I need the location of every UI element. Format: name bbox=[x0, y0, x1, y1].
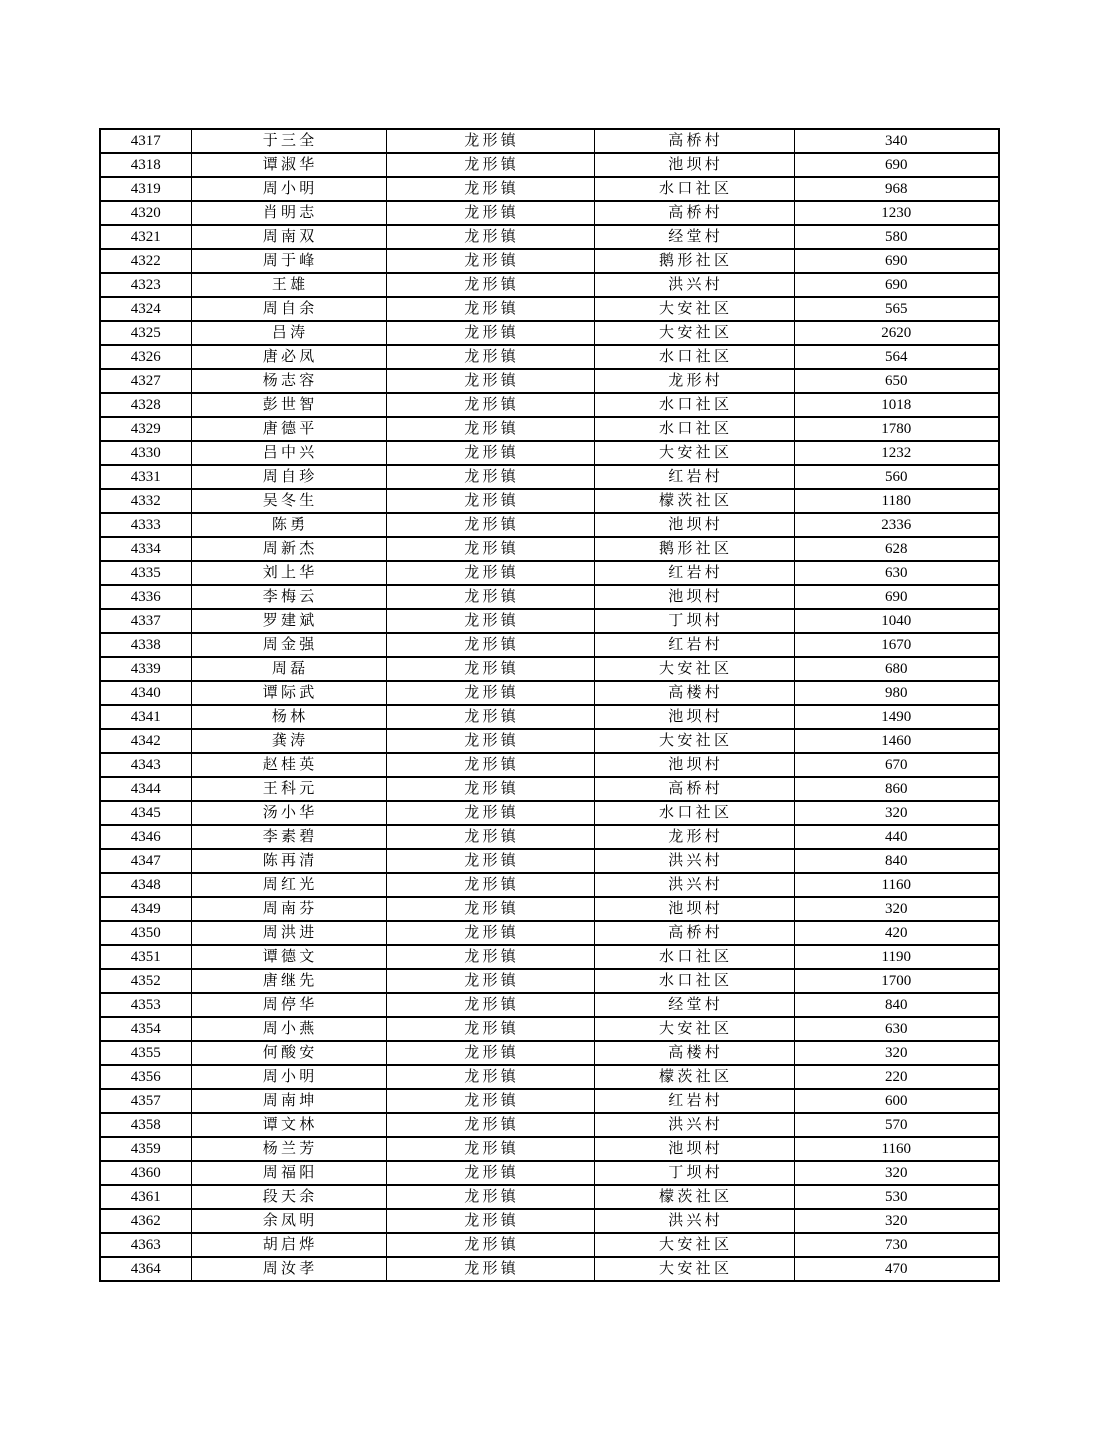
cell-village: 大安社区 bbox=[594, 657, 794, 681]
table-row bbox=[100, 417, 999, 441]
cell-amount: 600 bbox=[794, 1089, 999, 1113]
cell-id: 4320 bbox=[100, 201, 191, 225]
cell-town: 龙形镇 bbox=[386, 1161, 594, 1185]
cell-town: 龙形镇 bbox=[386, 873, 594, 897]
cell-town: 龙形镇 bbox=[386, 849, 594, 873]
table-row bbox=[100, 489, 999, 513]
cell-town: 龙形镇 bbox=[386, 417, 594, 441]
cell-amount: 628 bbox=[794, 537, 999, 561]
cell-amount: 840 bbox=[794, 849, 999, 873]
cell-id: 4345 bbox=[100, 801, 191, 825]
cell-town: 龙形镇 bbox=[386, 609, 594, 633]
table-row bbox=[100, 705, 999, 729]
cell-amount: 1160 bbox=[794, 1137, 999, 1161]
cell-amount: 320 bbox=[794, 1209, 999, 1233]
cell-name: 陈再清 bbox=[191, 849, 386, 873]
cell-id: 4324 bbox=[100, 297, 191, 321]
cell-village: 高桥村 bbox=[594, 777, 794, 801]
cell-id: 4349 bbox=[100, 897, 191, 921]
table-row bbox=[100, 465, 999, 489]
cell-town: 龙形镇 bbox=[386, 1113, 594, 1137]
cell-town: 龙形镇 bbox=[386, 393, 594, 417]
cell-name: 彭世智 bbox=[191, 393, 386, 417]
cell-id: 4327 bbox=[100, 369, 191, 393]
cell-id: 4344 bbox=[100, 777, 191, 801]
cell-town: 龙形镇 bbox=[386, 513, 594, 537]
cell-amount: 1018 bbox=[794, 393, 999, 417]
cell-town: 龙形镇 bbox=[386, 1137, 594, 1161]
cell-amount: 565 bbox=[794, 297, 999, 321]
cell-village: 水口社区 bbox=[594, 177, 794, 201]
table-row bbox=[100, 729, 999, 753]
cell-town: 龙形镇 bbox=[386, 321, 594, 345]
cell-town: 龙形镇 bbox=[386, 561, 594, 585]
cell-id: 4332 bbox=[100, 489, 191, 513]
cell-name: 周于峰 bbox=[191, 249, 386, 273]
cell-village: 红岩村 bbox=[594, 465, 794, 489]
cell-amount: 440 bbox=[794, 825, 999, 849]
cell-name: 吕涛 bbox=[191, 321, 386, 345]
cell-town: 龙形镇 bbox=[386, 921, 594, 945]
cell-name: 周小燕 bbox=[191, 1017, 386, 1041]
cell-town: 龙形镇 bbox=[386, 1257, 594, 1281]
cell-name: 吴冬生 bbox=[191, 489, 386, 513]
cell-town: 龙形镇 bbox=[386, 585, 594, 609]
cell-id: 4317 bbox=[100, 129, 191, 153]
cell-amount: 1180 bbox=[794, 489, 999, 513]
cell-name: 周小明 bbox=[191, 1065, 386, 1089]
cell-amount: 564 bbox=[794, 345, 999, 369]
cell-town: 龙形镇 bbox=[386, 1041, 594, 1065]
cell-amount: 968 bbox=[794, 177, 999, 201]
cell-amount: 860 bbox=[794, 777, 999, 801]
cell-village: 经堂村 bbox=[594, 225, 794, 249]
cell-id: 4330 bbox=[100, 441, 191, 465]
cell-name: 唐德平 bbox=[191, 417, 386, 441]
cell-id: 4326 bbox=[100, 345, 191, 369]
cell-town: 龙形镇 bbox=[386, 201, 594, 225]
table-row bbox=[100, 1209, 999, 1233]
cell-name: 杨志容 bbox=[191, 369, 386, 393]
cell-name: 周南双 bbox=[191, 225, 386, 249]
cell-amount: 530 bbox=[794, 1185, 999, 1209]
cell-id: 4322 bbox=[100, 249, 191, 273]
cell-town: 龙形镇 bbox=[386, 129, 594, 153]
cell-town: 龙形镇 bbox=[386, 273, 594, 297]
table-row bbox=[100, 585, 999, 609]
cell-name: 杨兰芳 bbox=[191, 1137, 386, 1161]
cell-id: 4321 bbox=[100, 225, 191, 249]
cell-id: 4335 bbox=[100, 561, 191, 585]
cell-village: 池坝村 bbox=[594, 753, 794, 777]
cell-name: 李素碧 bbox=[191, 825, 386, 849]
table-row bbox=[100, 249, 999, 273]
table-row bbox=[100, 441, 999, 465]
cell-id: 4361 bbox=[100, 1185, 191, 1209]
cell-village: 洪兴村 bbox=[594, 1113, 794, 1137]
cell-id: 4323 bbox=[100, 273, 191, 297]
cell-town: 龙形镇 bbox=[386, 969, 594, 993]
cell-id: 4343 bbox=[100, 753, 191, 777]
table-row bbox=[100, 753, 999, 777]
cell-village: 高桥村 bbox=[594, 921, 794, 945]
records-table bbox=[99, 128, 1000, 1282]
cell-town: 龙形镇 bbox=[386, 1209, 594, 1233]
cell-name: 胡启烨 bbox=[191, 1233, 386, 1257]
records-table-body bbox=[100, 129, 999, 1281]
cell-amount: 1190 bbox=[794, 945, 999, 969]
cell-village: 高桥村 bbox=[594, 129, 794, 153]
cell-amount: 1230 bbox=[794, 201, 999, 225]
cell-town: 龙形镇 bbox=[386, 993, 594, 1017]
cell-id: 4346 bbox=[100, 825, 191, 849]
table-row bbox=[100, 873, 999, 897]
cell-name: 周金强 bbox=[191, 633, 386, 657]
cell-name: 周小明 bbox=[191, 177, 386, 201]
cell-village: 洪兴村 bbox=[594, 873, 794, 897]
cell-town: 龙形镇 bbox=[386, 345, 594, 369]
cell-amount: 730 bbox=[794, 1233, 999, 1257]
cell-town: 龙形镇 bbox=[386, 1233, 594, 1257]
cell-village: 红岩村 bbox=[594, 1089, 794, 1113]
cell-amount: 320 bbox=[794, 1161, 999, 1185]
table-row bbox=[100, 657, 999, 681]
cell-name: 谭德文 bbox=[191, 945, 386, 969]
cell-id: 4338 bbox=[100, 633, 191, 657]
cell-name: 谭际武 bbox=[191, 681, 386, 705]
cell-village: 檬茨社区 bbox=[594, 1065, 794, 1089]
cell-id: 4359 bbox=[100, 1137, 191, 1161]
cell-village: 红岩村 bbox=[594, 561, 794, 585]
cell-town: 龙形镇 bbox=[386, 657, 594, 681]
cell-name: 段天余 bbox=[191, 1185, 386, 1209]
table-row bbox=[100, 1233, 999, 1257]
cell-village: 鹅形社区 bbox=[594, 249, 794, 273]
cell-amount: 2336 bbox=[794, 513, 999, 537]
cell-village: 水口社区 bbox=[594, 945, 794, 969]
cell-amount: 560 bbox=[794, 465, 999, 489]
cell-id: 4325 bbox=[100, 321, 191, 345]
cell-id: 4333 bbox=[100, 513, 191, 537]
cell-name: 肖明志 bbox=[191, 201, 386, 225]
cell-id: 4358 bbox=[100, 1113, 191, 1137]
cell-id: 4353 bbox=[100, 993, 191, 1017]
cell-name: 周洪进 bbox=[191, 921, 386, 945]
table-row bbox=[100, 801, 999, 825]
cell-amount: 1780 bbox=[794, 417, 999, 441]
cell-name: 周磊 bbox=[191, 657, 386, 681]
table-row bbox=[100, 297, 999, 321]
cell-village: 水口社区 bbox=[594, 801, 794, 825]
cell-town: 龙形镇 bbox=[386, 297, 594, 321]
cell-town: 龙形镇 bbox=[386, 465, 594, 489]
cell-amount: 580 bbox=[794, 225, 999, 249]
cell-town: 龙形镇 bbox=[386, 753, 594, 777]
cell-id: 4350 bbox=[100, 921, 191, 945]
cell-town: 龙形镇 bbox=[386, 225, 594, 249]
cell-id: 4340 bbox=[100, 681, 191, 705]
cell-amount: 630 bbox=[794, 1017, 999, 1041]
cell-name: 王雄 bbox=[191, 273, 386, 297]
table-row bbox=[100, 513, 999, 537]
cell-town: 龙形镇 bbox=[386, 897, 594, 921]
cell-amount: 690 bbox=[794, 153, 999, 177]
cell-name: 陈勇 bbox=[191, 513, 386, 537]
cell-town: 龙形镇 bbox=[386, 1185, 594, 1209]
cell-town: 龙形镇 bbox=[386, 633, 594, 657]
cell-name: 吕中兴 bbox=[191, 441, 386, 465]
cell-name: 周停华 bbox=[191, 993, 386, 1017]
table-row bbox=[100, 897, 999, 921]
table-row bbox=[100, 1137, 999, 1161]
cell-name: 周自珍 bbox=[191, 465, 386, 489]
cell-town: 龙形镇 bbox=[386, 369, 594, 393]
cell-amount: 220 bbox=[794, 1065, 999, 1089]
cell-id: 4336 bbox=[100, 585, 191, 609]
table-row bbox=[100, 1161, 999, 1185]
cell-town: 龙形镇 bbox=[386, 177, 594, 201]
cell-amount: 1232 bbox=[794, 441, 999, 465]
cell-town: 龙形镇 bbox=[386, 153, 594, 177]
table-row bbox=[100, 609, 999, 633]
table-row bbox=[100, 993, 999, 1017]
table-row bbox=[100, 969, 999, 993]
cell-id: 4318 bbox=[100, 153, 191, 177]
table-row bbox=[100, 681, 999, 705]
table-row bbox=[100, 825, 999, 849]
cell-village: 高桥村 bbox=[594, 201, 794, 225]
cell-village: 大安社区 bbox=[594, 729, 794, 753]
cell-town: 龙形镇 bbox=[386, 825, 594, 849]
cell-village: 大安社区 bbox=[594, 1233, 794, 1257]
table-row bbox=[100, 345, 999, 369]
cell-amount: 2620 bbox=[794, 321, 999, 345]
table-row bbox=[100, 633, 999, 657]
cell-village: 经堂村 bbox=[594, 993, 794, 1017]
cell-village: 红岩村 bbox=[594, 633, 794, 657]
cell-amount: 320 bbox=[794, 1041, 999, 1065]
table-row bbox=[100, 1041, 999, 1065]
cell-village: 池坝村 bbox=[594, 897, 794, 921]
cell-amount: 570 bbox=[794, 1113, 999, 1137]
cell-village: 大安社区 bbox=[594, 441, 794, 465]
cell-name: 于三全 bbox=[191, 129, 386, 153]
table-row bbox=[100, 1185, 999, 1209]
cell-id: 4357 bbox=[100, 1089, 191, 1113]
cell-name: 周福阳 bbox=[191, 1161, 386, 1185]
cell-amount: 690 bbox=[794, 585, 999, 609]
cell-name: 谭淑华 bbox=[191, 153, 386, 177]
cell-id: 4334 bbox=[100, 537, 191, 561]
table-row bbox=[100, 1089, 999, 1113]
table-row bbox=[100, 921, 999, 945]
cell-village: 丁坝村 bbox=[594, 1161, 794, 1185]
cell-town: 龙形镇 bbox=[386, 1089, 594, 1113]
cell-id: 4362 bbox=[100, 1209, 191, 1233]
cell-name: 谭文林 bbox=[191, 1113, 386, 1137]
cell-amount: 1700 bbox=[794, 969, 999, 993]
cell-name: 余凤明 bbox=[191, 1209, 386, 1233]
cell-village: 池坝村 bbox=[594, 513, 794, 537]
cell-id: 4331 bbox=[100, 465, 191, 489]
table-row bbox=[100, 153, 999, 177]
cell-id: 4329 bbox=[100, 417, 191, 441]
cell-id: 4348 bbox=[100, 873, 191, 897]
cell-town: 龙形镇 bbox=[386, 681, 594, 705]
cell-name: 周红光 bbox=[191, 873, 386, 897]
cell-name: 周南芬 bbox=[191, 897, 386, 921]
cell-amount: 650 bbox=[794, 369, 999, 393]
cell-name: 罗建斌 bbox=[191, 609, 386, 633]
cell-name: 唐必凤 bbox=[191, 345, 386, 369]
cell-village: 水口社区 bbox=[594, 417, 794, 441]
cell-name: 杨林 bbox=[191, 705, 386, 729]
cell-town: 龙形镇 bbox=[386, 537, 594, 561]
table-row bbox=[100, 777, 999, 801]
cell-village: 丁坝村 bbox=[594, 609, 794, 633]
cell-id: 4351 bbox=[100, 945, 191, 969]
cell-id: 4319 bbox=[100, 177, 191, 201]
cell-amount: 690 bbox=[794, 273, 999, 297]
cell-village: 大安社区 bbox=[594, 1017, 794, 1041]
cell-town: 龙形镇 bbox=[386, 1065, 594, 1089]
cell-village: 鹅形社区 bbox=[594, 537, 794, 561]
cell-village: 池坝村 bbox=[594, 153, 794, 177]
cell-village: 池坝村 bbox=[594, 585, 794, 609]
table-row bbox=[100, 273, 999, 297]
cell-amount: 680 bbox=[794, 657, 999, 681]
cell-name: 周新杰 bbox=[191, 537, 386, 561]
cell-name: 周南坤 bbox=[191, 1089, 386, 1113]
cell-village: 池坝村 bbox=[594, 705, 794, 729]
cell-amount: 320 bbox=[794, 897, 999, 921]
cell-id: 4356 bbox=[100, 1065, 191, 1089]
table-row bbox=[100, 1113, 999, 1137]
cell-id: 4328 bbox=[100, 393, 191, 417]
cell-village: 水口社区 bbox=[594, 969, 794, 993]
cell-amount: 420 bbox=[794, 921, 999, 945]
cell-amount: 690 bbox=[794, 249, 999, 273]
cell-id: 4352 bbox=[100, 969, 191, 993]
cell-id: 4360 bbox=[100, 1161, 191, 1185]
cell-village: 洪兴村 bbox=[594, 849, 794, 873]
cell-village: 池坝村 bbox=[594, 1137, 794, 1161]
cell-name: 周自余 bbox=[191, 297, 386, 321]
table-row bbox=[100, 945, 999, 969]
table-row bbox=[100, 1017, 999, 1041]
cell-village: 龙形村 bbox=[594, 369, 794, 393]
cell-name: 刘上华 bbox=[191, 561, 386, 585]
cell-town: 龙形镇 bbox=[386, 489, 594, 513]
table-row bbox=[100, 393, 999, 417]
cell-town: 龙形镇 bbox=[386, 1017, 594, 1041]
cell-village: 水口社区 bbox=[594, 345, 794, 369]
cell-village: 檬茨社区 bbox=[594, 1185, 794, 1209]
cell-id: 4363 bbox=[100, 1233, 191, 1257]
cell-town: 龙形镇 bbox=[386, 441, 594, 465]
cell-village: 大安社区 bbox=[594, 1257, 794, 1281]
cell-town: 龙形镇 bbox=[386, 945, 594, 969]
cell-amount: 1490 bbox=[794, 705, 999, 729]
cell-id: 4337 bbox=[100, 609, 191, 633]
cell-name: 龚涛 bbox=[191, 729, 386, 753]
cell-id: 4355 bbox=[100, 1041, 191, 1065]
cell-village: 高楼村 bbox=[594, 1041, 794, 1065]
cell-village: 大安社区 bbox=[594, 297, 794, 321]
table-row bbox=[100, 537, 999, 561]
cell-id: 4347 bbox=[100, 849, 191, 873]
cell-name: 周汝孝 bbox=[191, 1257, 386, 1281]
cell-village: 洪兴村 bbox=[594, 273, 794, 297]
cell-id: 4339 bbox=[100, 657, 191, 681]
table-row bbox=[100, 225, 999, 249]
table-row bbox=[100, 201, 999, 225]
table-row bbox=[100, 1065, 999, 1089]
table-row bbox=[100, 129, 999, 153]
cell-name: 王科元 bbox=[191, 777, 386, 801]
cell-id: 4341 bbox=[100, 705, 191, 729]
cell-name: 唐继先 bbox=[191, 969, 386, 993]
table-row bbox=[100, 321, 999, 345]
cell-id: 4354 bbox=[100, 1017, 191, 1041]
cell-name: 赵桂英 bbox=[191, 753, 386, 777]
cell-town: 龙形镇 bbox=[386, 249, 594, 273]
cell-name: 李梅云 bbox=[191, 585, 386, 609]
cell-amount: 840 bbox=[794, 993, 999, 1017]
table-row bbox=[100, 177, 999, 201]
cell-name: 汤小华 bbox=[191, 801, 386, 825]
table-row bbox=[100, 1257, 999, 1281]
cell-amount: 320 bbox=[794, 801, 999, 825]
cell-amount: 1040 bbox=[794, 609, 999, 633]
table-row bbox=[100, 849, 999, 873]
cell-village: 高楼村 bbox=[594, 681, 794, 705]
cell-amount: 1160 bbox=[794, 873, 999, 897]
cell-town: 龙形镇 bbox=[386, 705, 594, 729]
cell-amount: 1460 bbox=[794, 729, 999, 753]
cell-town: 龙形镇 bbox=[386, 729, 594, 753]
cell-town: 龙形镇 bbox=[386, 801, 594, 825]
cell-village: 水口社区 bbox=[594, 393, 794, 417]
cell-village: 檬茨社区 bbox=[594, 489, 794, 513]
cell-amount: 980 bbox=[794, 681, 999, 705]
cell-amount: 340 bbox=[794, 129, 999, 153]
cell-village: 龙形村 bbox=[594, 825, 794, 849]
table-row bbox=[100, 369, 999, 393]
cell-name: 何酸安 bbox=[191, 1041, 386, 1065]
cell-village: 洪兴村 bbox=[594, 1209, 794, 1233]
cell-amount: 670 bbox=[794, 753, 999, 777]
cell-id: 4342 bbox=[100, 729, 191, 753]
table-row bbox=[100, 561, 999, 585]
cell-amount: 1670 bbox=[794, 633, 999, 657]
cell-amount: 470 bbox=[794, 1257, 999, 1281]
cell-village: 大安社区 bbox=[594, 321, 794, 345]
cell-amount: 630 bbox=[794, 561, 999, 585]
cell-town: 龙形镇 bbox=[386, 777, 594, 801]
cell-id: 4364 bbox=[100, 1257, 191, 1281]
